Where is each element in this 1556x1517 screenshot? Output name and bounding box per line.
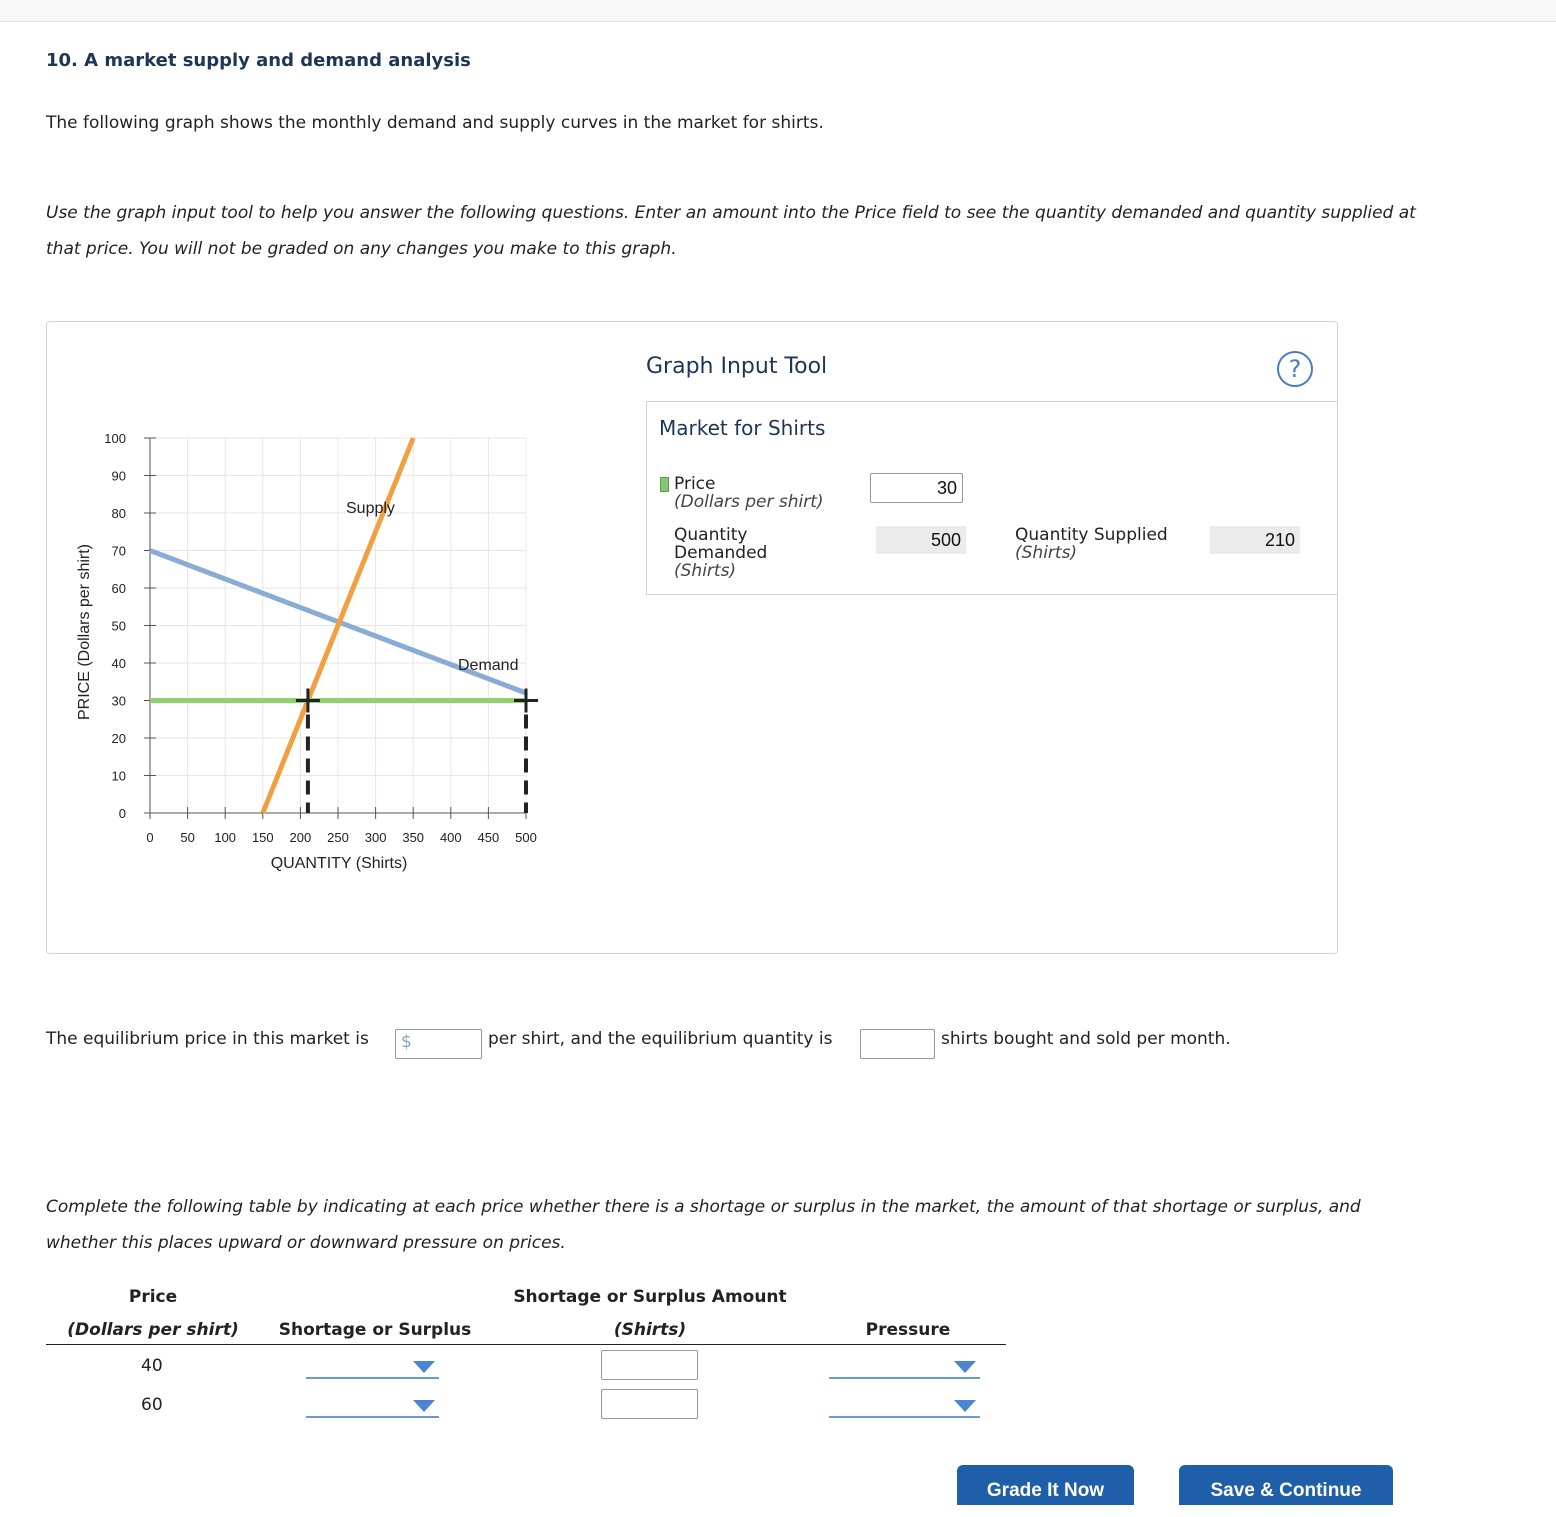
- price-unit: (Dollars per shirt): [674, 492, 824, 512]
- quantity-demanded-value: 500: [876, 526, 966, 554]
- price-label: Price: [674, 474, 716, 494]
- equilibrium-text-1: The equilibrium price in this market is: [46, 1029, 369, 1049]
- y-tick-label: 60: [111, 581, 126, 596]
- y-tick-label: 30: [111, 693, 126, 709]
- question-intro: The following graph shows the monthly demand and supply curves in the market for shirts.: [46, 113, 824, 133]
- amount-input[interactable]: [601, 1389, 698, 1419]
- qd-label-1: Quantity: [674, 525, 748, 545]
- y-tick-label: 40: [111, 656, 126, 671]
- y-tick-label: 80: [111, 506, 126, 521]
- supply-label: Supply: [346, 500, 395, 517]
- x-tick-label: 350: [402, 830, 425, 845]
- y-tick-label: 50: [111, 618, 126, 634]
- qd-unit: (Shirts): [674, 561, 737, 581]
- dollar-sign: $: [401, 1032, 412, 1052]
- y-tick-label: 0: [118, 806, 126, 821]
- shortage-surplus-dropdown[interactable]: [306, 1394, 439, 1418]
- amount-column-unit: (Shirts): [613, 1320, 687, 1340]
- grade-it-now-button[interactable]: Grade It Now: [957, 1465, 1134, 1505]
- x-tick-label: 50: [180, 830, 195, 845]
- dropdown-arrow-icon: [413, 1361, 435, 1373]
- price-column-unit: (Dollars per shirt): [67, 1320, 239, 1340]
- pressure-column-header: Pressure: [865, 1320, 951, 1340]
- qd-label-2: Demanded: [674, 543, 768, 563]
- equilibrium-text-2: per shirt, and the equilibrium quantity is: [488, 1029, 833, 1049]
- help-icon[interactable]: ?: [1277, 351, 1313, 387]
- pressure-dropdown[interactable]: [829, 1394, 980, 1418]
- row-price: 40: [141, 1356, 163, 1376]
- shortage-surplus-dropdown[interactable]: [306, 1355, 439, 1379]
- x-tick-label: 150: [251, 830, 274, 845]
- pressure-dropdown[interactable]: [829, 1355, 980, 1379]
- chart-axes: [104, 431, 537, 845]
- x-tick-label: 250: [327, 830, 349, 845]
- dropdown-arrow-icon: [954, 1400, 976, 1412]
- price-legend-swatch: [660, 477, 669, 492]
- x-tick-label: 300: [364, 830, 387, 845]
- demand-label: Demand: [458, 657, 519, 674]
- save-continue-button[interactable]: Save & Continue: [1179, 1465, 1393, 1505]
- dropdown-arrow-icon: [413, 1400, 435, 1412]
- x-tick-label: 400: [439, 830, 462, 845]
- x-tick-label: 500: [515, 830, 537, 845]
- price-column-header: Price: [128, 1287, 178, 1307]
- y-tick-label: 70: [111, 543, 126, 559]
- question-title: 10. A market supply and demand analysis: [46, 50, 471, 71]
- y-tick-label: 20: [111, 731, 126, 746]
- dropdown-arrow-icon: [954, 1361, 976, 1373]
- price-input[interactable]: [870, 473, 963, 503]
- x-tick-label: 100: [214, 830, 237, 845]
- x-tick-label: 200: [289, 830, 312, 845]
- row-price: 60: [141, 1395, 163, 1415]
- table-header-rule: [46, 1344, 1006, 1345]
- y-tick-label: 90: [111, 468, 126, 484]
- table-instructions: Complete the following table by indicating at each price whether there is a shortage or surplus in the market, the amount of that shortage or surplus, and whether this places upward or downward pressure on prices.: [46, 1197, 1361, 1253]
- y-tick-label: 10: [111, 768, 126, 784]
- amount-input[interactable]: [601, 1350, 698, 1380]
- shortage-column-header: Shortage or Surplus: [278, 1320, 472, 1340]
- x-tick-label: 450: [477, 830, 500, 845]
- x-axis-label: QUANTITY (Shirts): [270, 855, 408, 872]
- qs-label: Quantity Supplied: [1015, 525, 1168, 545]
- equilibrium-quantity-input[interactable]: [860, 1029, 935, 1059]
- amount-column-header: Shortage or Surplus Amount: [513, 1287, 787, 1307]
- equilibrium-text-3: shirts bought and sold per month.: [941, 1029, 1231, 1049]
- x-tick-label: 0: [146, 830, 154, 845]
- graph-tool-title: Graph Input Tool: [646, 354, 828, 379]
- graph-instructions: Use the graph input tool to help you answer the following questions. Enter an amount into the Price field to see the quantity demanded and quantity supplied at that price. You will not be graded on any changes you make to this graph.: [46, 203, 1416, 259]
- quantity-supplied-value: 210: [1210, 526, 1300, 554]
- graph-tool-subtitle: Market for Shirts: [659, 416, 826, 440]
- y-axis-label: PRICE (Dollars per shirt): [76, 543, 93, 721]
- qs-unit: (Shirts): [1015, 543, 1078, 563]
- y-tick-label: 100: [104, 431, 126, 446]
